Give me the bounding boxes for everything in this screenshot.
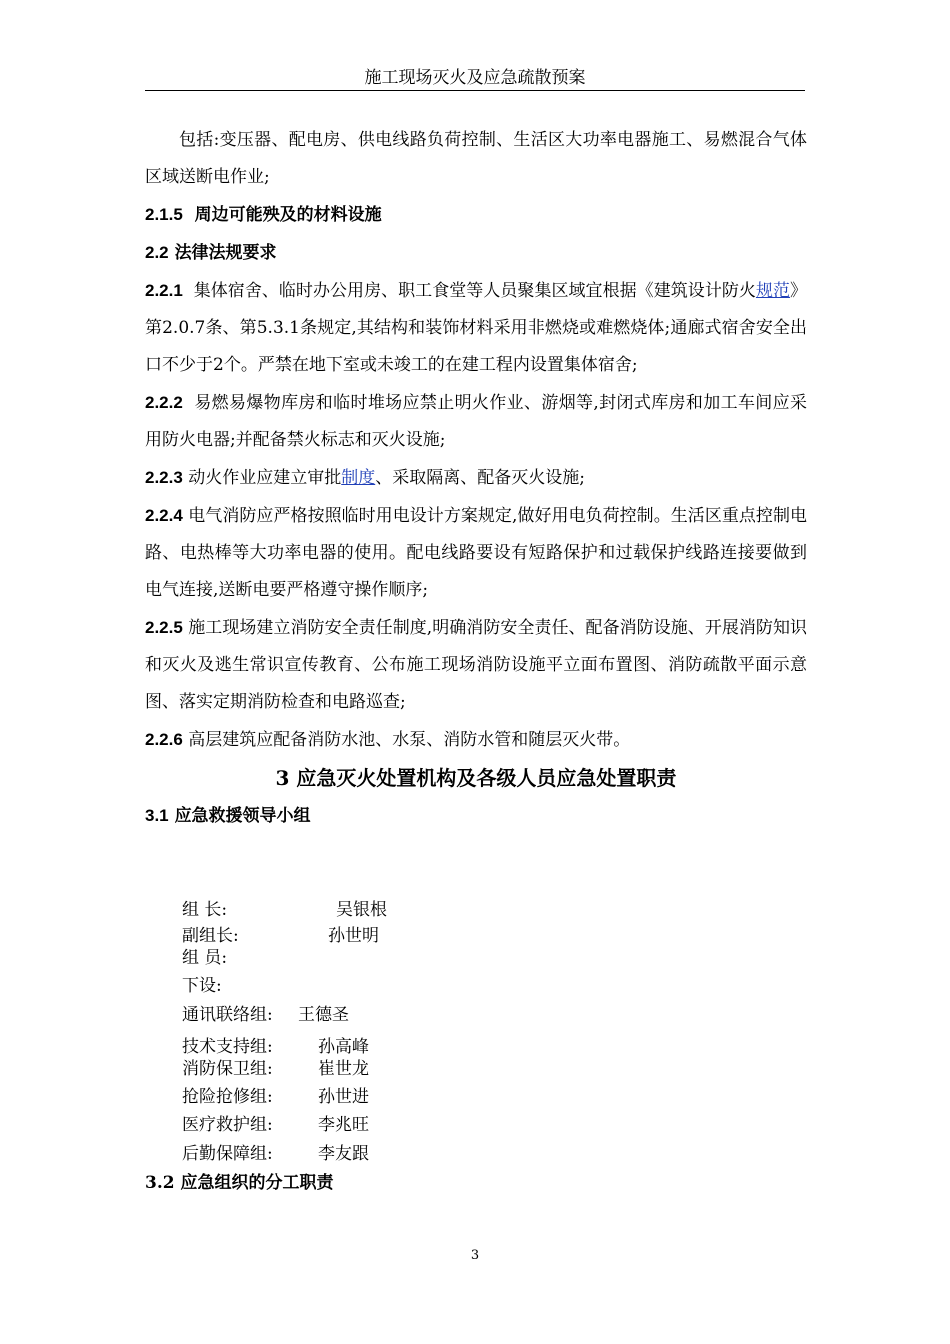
section-3-1-heading — [145, 797, 807, 835]
roster-person: 孙世进 — [318, 1087, 369, 1107]
roster-person: 孙高峰 — [318, 1037, 369, 1057]
roster-person: 王德圣 — [298, 1005, 349, 1025]
roster-role: 副组长: — [182, 926, 239, 946]
paragraph-2-2-4 — [145, 497, 807, 609]
roster-person: 崔世龙 — [318, 1059, 369, 1079]
link-guifan[interactable]: 规范 — [755, 281, 791, 301]
clause-text: 施工现场建立消防安全责任制度,明确消防安全责任、配备消防设施、开展消防知识和灭火及逃生常识宣传教育、公布施工现场消防设施平立面布置图、消防疏散平面示意图、落实定期消防检查和电路巡查; — [145, 618, 808, 712]
roster-person: 李兆旺 — [318, 1115, 369, 1135]
section-3-2-heading: 3.2 应急组织的分工职责 — [145, 1173, 334, 1193]
roster-role: 医疗救护组: — [182, 1115, 273, 1135]
clause-number: 2.2.2 — [145, 393, 183, 412]
roster-role: 通讯联络组: — [182, 1005, 273, 1025]
link-zhidu[interactable]: 制度 — [341, 468, 376, 488]
paragraph-power-control: 包括:变压器、配电房、供电线路负荷控制、生活区大功率电器施工、易燃混合气体区域送断电作业; — [145, 130, 807, 187]
paragraph-2-2-3 — [145, 459, 807, 497]
document-body — [145, 122, 807, 835]
clause-text: 电气消防应严格按照临时用电设计方案规定,做好用电负荷控制。生活区重点控制电路、电热棒等大功率电器的使用。配电线路要设有短路保护和过载保护线路连接要做到电气连接,送断电要严格遵守操作顺序; — [145, 506, 808, 600]
roster-role: 抢险抢修组: — [182, 1087, 273, 1107]
roster-role: 技术支持组: — [182, 1037, 273, 1057]
section-title: 应急救援领导小组 — [174, 806, 311, 826]
page-header-title: 施工现场灭火及应急疏散预案 — [145, 66, 805, 91]
page-number: 3 — [470, 1248, 480, 1263]
paragraph-2-2-5 — [145, 609, 807, 721]
roster-role: 组 长: — [182, 900, 228, 920]
paragraph-2-2-1 — [145, 272, 807, 384]
chapter-3-heading: 3 应急灭火处置机构及各级人员应急处置职责 — [275, 766, 677, 790]
clause-text: 易燃易爆物库房和临时堆场应禁止明火作业、游烟等,封闭式库房和加工车间应采用防火电器;并配备禁火标志和灭火设施; — [145, 393, 807, 450]
clause-number: 2.2.5 — [145, 618, 183, 637]
clause-number: 2.2.6 — [145, 730, 183, 749]
section-number: 2.2 — [145, 243, 169, 262]
roster-role: 消防保卫组: — [182, 1059, 273, 1079]
roster-role: 后勤保障组: — [182, 1144, 273, 1164]
roster-person: 吴银根 — [336, 900, 387, 920]
section-2-2-heading — [145, 234, 807, 272]
section-2-1-5-heading — [145, 196, 807, 234]
clause-number: 2.2.4 — [145, 506, 183, 525]
clause-text: 》第2.0.7条、第5.3.1条规定,其结构和装饰材料采用非燃烧或难燃烧体;通廊式宿舍安全出口不少于2个。严禁在地下室或未竣工的在建工程内设置集体宿舍; — [145, 281, 808, 375]
clause-text: 集体宿舍、临时办公用房、职工食堂等人员聚集区域宜根据《建筑设计防火 — [193, 281, 756, 301]
paragraph-2-2-2 — [145, 384, 807, 459]
section-number: 3.1 — [145, 806, 169, 825]
section-title: 法律法规要求 — [174, 243, 277, 263]
roster-person: 孙世明 — [328, 926, 379, 946]
clause-text: 高层建筑应配备消防水池、水泵、消防水管和随层灭火带。 — [188, 730, 631, 750]
section-number: 2.1.5 — [145, 205, 183, 224]
clause-text: 、采取隔离、配备灭火设施; — [375, 468, 585, 488]
clause-number: 2.2.1 — [145, 281, 183, 300]
clause-number: 2.2.3 — [145, 468, 183, 487]
section-title: 周边可能殃及的材料设施 — [194, 205, 382, 225]
roster-person: 李友跟 — [318, 1144, 369, 1164]
clause-text: 动火作业应建立审批 — [188, 468, 342, 488]
roster-role: 下设: — [182, 976, 222, 996]
paragraph-2-2-6 — [145, 721, 807, 759]
roster-role: 组 员: — [182, 948, 228, 968]
